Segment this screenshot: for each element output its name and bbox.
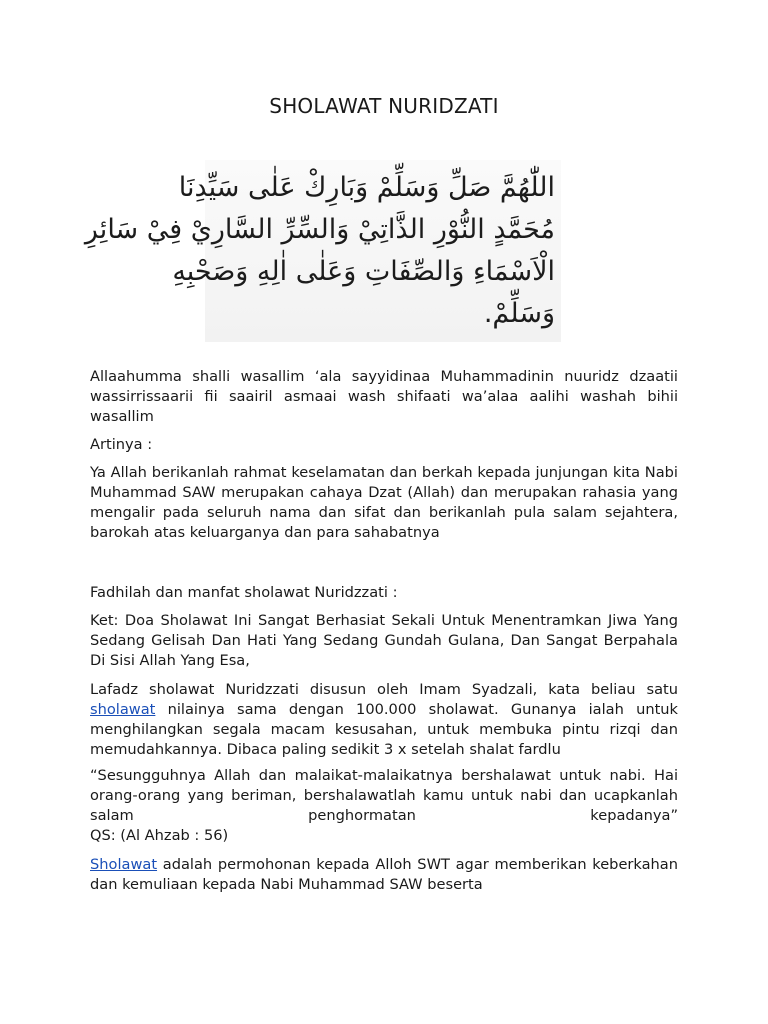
sholawat-definition-link[interactable]: Sholawat xyxy=(90,856,158,873)
quote-source: QS: (Al Ahzab : 56) xyxy=(90,827,229,844)
sholawat-link[interactable]: sholawat xyxy=(90,701,156,718)
quote-paragraph xyxy=(90,766,678,846)
transliteration-paragraph: Allaahumma shalli wasallim ‘ala sayyidinaa Muhammadinin nuuridz dzaatii wassirrissaarii fii saairil asmaai wash shifaati wa’alaa aalihi washah bihii wasallim xyxy=(90,368,678,425)
quote-text: “Sesungguhnya Allah dan malaikat-malaikatnya bershalawat untuk nabi. Hai orang-orang yang beriman, bershalawatlah kamu untuk nabi dan ucapkanlah salam penghormatan kepadanya” xyxy=(90,767,678,824)
sholawat-definition-paragraph xyxy=(90,855,678,895)
page-title: SHOLAWAT NURIDZATI xyxy=(269,94,499,118)
artinya-label: Artinya : xyxy=(90,436,153,453)
arabic-line-3: الْاَسْمَاءِ وَالصِّفَاتِ وَعَلٰى اٰلِهِ وَصَحْبِهِ xyxy=(172,256,555,287)
arabic-line-4: وَسَلِّمْ. xyxy=(483,298,555,329)
lafadz-text-after: nilainya sama dengan 100.000 sholawat. Gunanya ialah untuk menghilangkan segala macam kesusahan, untuk membuka pintu rizqi dan memudahkannya. Dibaca paling sedikit 3 x setelah shalat fardlu xyxy=(90,701,678,758)
sholawat-definition-text: adalah permohonan kepada Alloh SWT agar memberikan keberkahan dan kemuliaan kepada Nabi Muhammad SAW beserta xyxy=(90,856,678,893)
lafadz-paragraph xyxy=(90,680,678,760)
ket-paragraph: Ket: Doa Sholawat Ini Sangat Berhasiat Sekali Untuk Menentramkan Jiwa Yang Sedang Gelisah Dan Hati Yang Sedang Gundah Gulana, Dan Sangat Berpahala Di Sisi Allah Yang Esa, xyxy=(90,612,678,669)
arabic-line-2: مُحَمَّدٍ النُّوْرِ الذَّاتِيْ وَالسِّرِّ السَّارِيْ فِيْ سَائِرِ xyxy=(84,214,555,245)
arabic-line-1: اللّٰهُمَّ صَلِّ وَسَلِّمْ وَبَارِكْ عَلٰى سَيِّدِنَا xyxy=(178,172,555,203)
translation-paragraph: Ya Allah berikanlah rahmat keselamatan dan berkah kepada junjungan kita Nabi Muhammad SAW merupakan cahaya Dzat (Allah) dan merupakan rahasia yang mengalir pada seluruh nama dan sifat dan berikanlah pula salam sejahtera, barokah atas keluarganya dan para sahabatnya xyxy=(90,464,678,541)
arabic-calligraphy-image xyxy=(84,160,561,342)
lafadz-text-before: Lafadz sholawat Nuridzzati disusun oleh Imam Syadzali, kata beliau satu xyxy=(90,681,678,698)
fadhilah-heading: Fadhilah dan manfat sholawat Nuridzzati : xyxy=(90,584,398,601)
